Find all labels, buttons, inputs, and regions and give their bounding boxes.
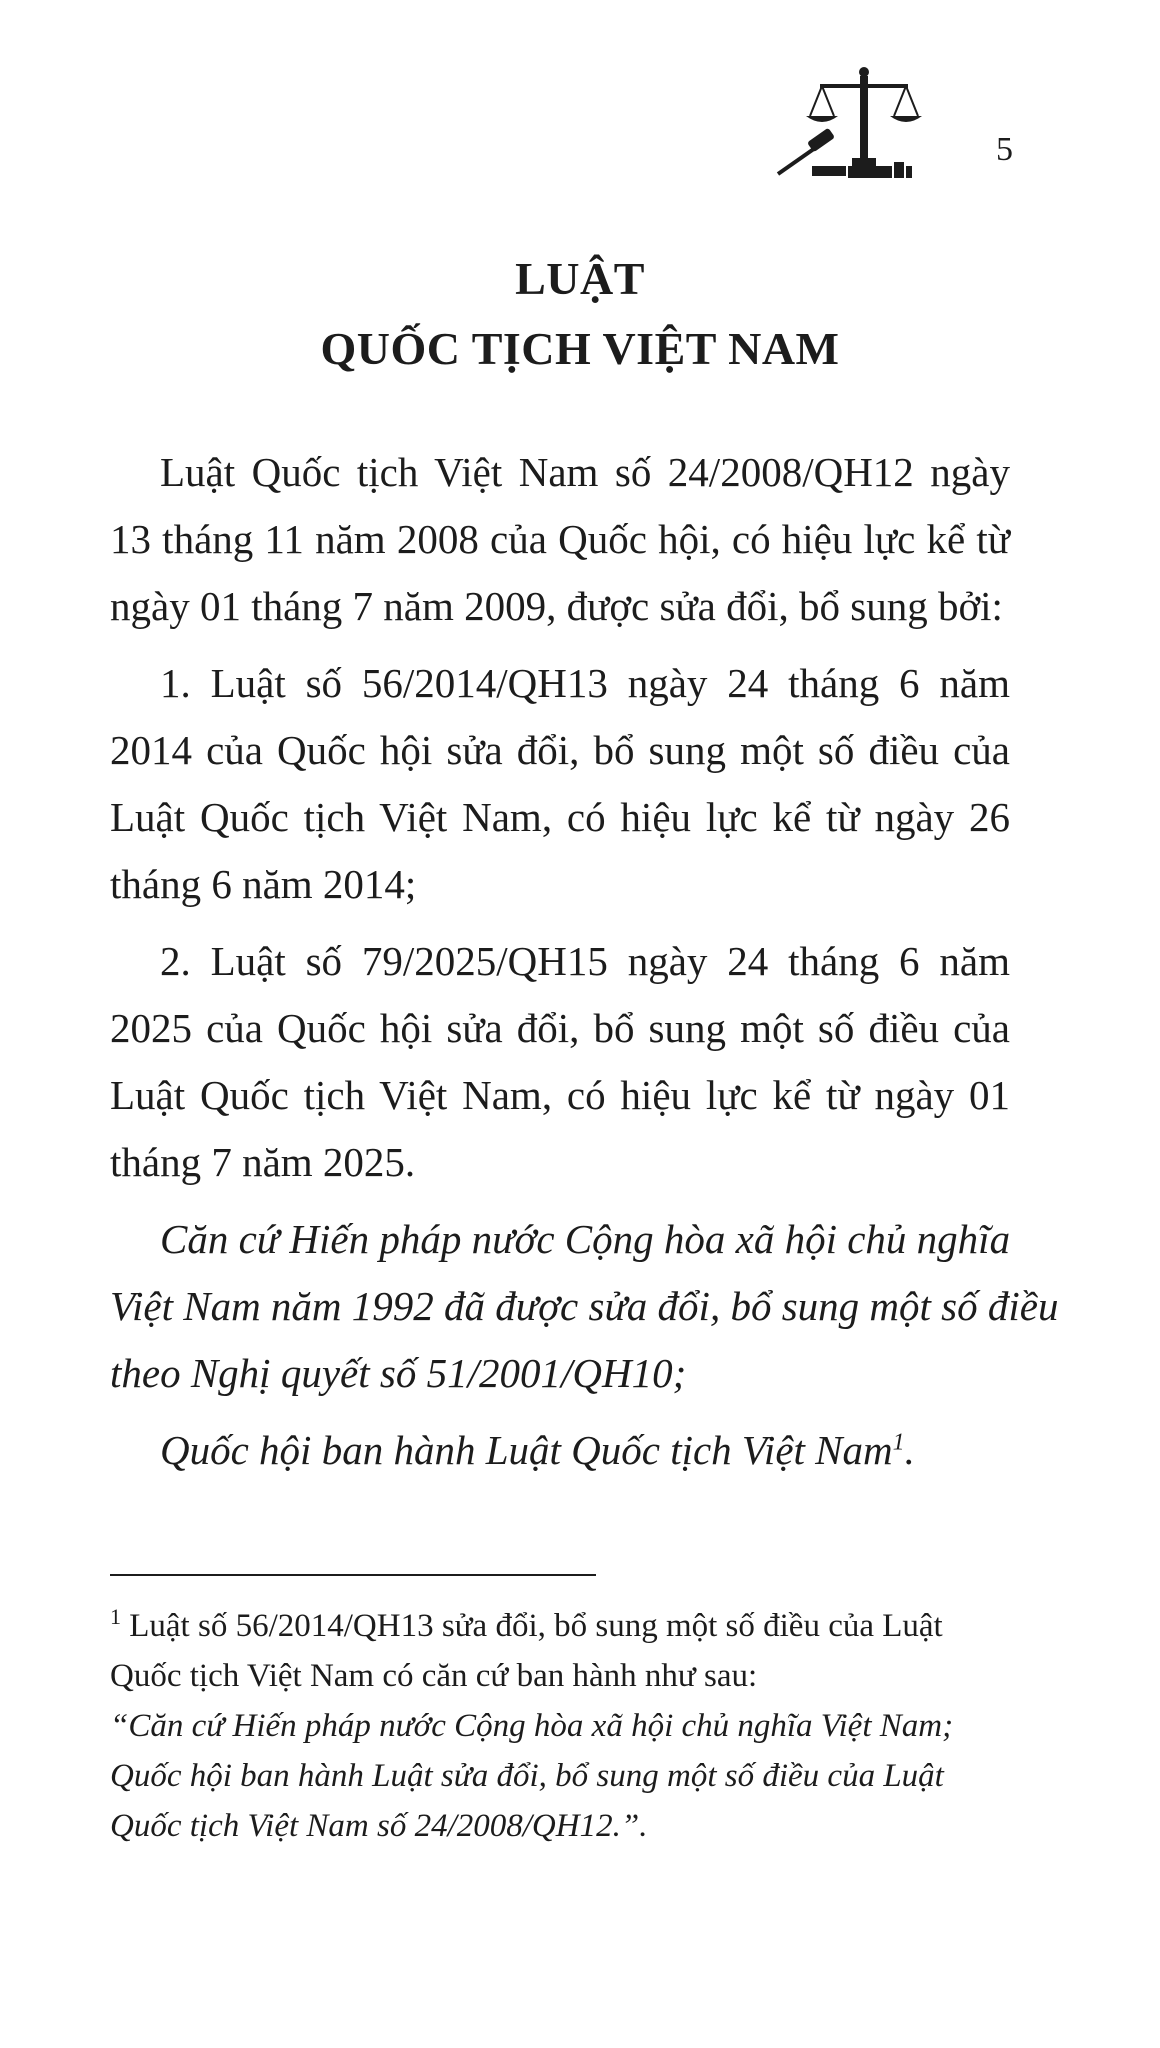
amendment-1-line: 1. Luật số 56/2014/QH13 ngày 24 tháng 6 năm	[160, 660, 1010, 706]
footnote-line: Quốc tịch Việt Nam số 24/2008/QH12.”.	[110, 1808, 648, 1844]
footnote-line: “Căn cứ Hiến pháp nước Cộng hòa xã hội chủ nghĩa Việt Nam;	[110, 1708, 954, 1744]
enactment-end: .	[904, 1427, 915, 1473]
amendment-2-line: 2. Luật số 79/2025/QH15 ngày 24 tháng 6 năm	[160, 938, 1010, 984]
law-title-line2: QUỐC TỊCH VIỆT NAM	[320, 323, 840, 374]
footnote-line	[110, 1606, 943, 1646]
footnote-reference[interactable]: 1	[892, 1429, 905, 1456]
preamble-line: ngày 01 tháng 7 năm 2009, được sửa đổi, bổ sung bởi:	[110, 583, 1003, 629]
amendment-2-line: tháng 7 năm 2025.	[110, 1139, 416, 1185]
amendment-2-line: Luật Quốc tịch Việt Nam, có hiệu lực kể từ ngày 01	[110, 1072, 1010, 1118]
footnote-mark: 1	[110, 1604, 121, 1629]
scales-of-justice-gavel-icon	[772, 62, 932, 182]
footnote-line: Quốc tịch Việt Nam có căn cứ ban hành như sau:	[110, 1658, 758, 1694]
amendment-2-line: 2025 của Quốc hội sửa đổi, bổ sung một số điều của	[110, 1005, 1010, 1051]
law-title-line1: LUẬT	[515, 253, 645, 304]
legal-basis-line: theo Nghị quyết số 51/2001/QH10;	[110, 1350, 687, 1396]
page-number: 5	[996, 131, 1013, 168]
amendment-1-line: Luật Quốc tịch Việt Nam, có hiệu lực kể từ ngày 26	[110, 794, 1010, 840]
footnote-text: Luật số 56/2014/QH13 sửa đổi, bổ sung một số điều của Luật	[129, 1608, 943, 1644]
preamble-line: Luật Quốc tịch Việt Nam số 24/2008/QH12 ngày	[160, 449, 1010, 495]
legal-basis-line: Việt Nam năm 1992 đã được sửa đổi, bổ sung một số điều	[110, 1283, 1059, 1329]
enactment-line	[160, 1426, 915, 1474]
legal-basis-line: Căn cứ Hiến pháp nước Cộng hòa xã hội chủ nghĩa	[160, 1216, 1011, 1262]
amendment-1-line: 2014 của Quốc hội sửa đổi, bổ sung một số điều của	[110, 727, 1010, 773]
footnote-line: Quốc hội ban hành Luật sửa đổi, bổ sung một số điều của Luật	[110, 1758, 944, 1794]
footnote-separator	[110, 1574, 596, 1576]
amendment-1-line: tháng 6 năm 2014;	[110, 861, 417, 907]
enactment-text: Quốc hội ban hành Luật Quốc tịch Việt Nam	[160, 1427, 893, 1473]
preamble-line: 13 tháng 11 năm 2008 của Quốc hội, có hiệu lực kể từ	[110, 516, 1010, 562]
